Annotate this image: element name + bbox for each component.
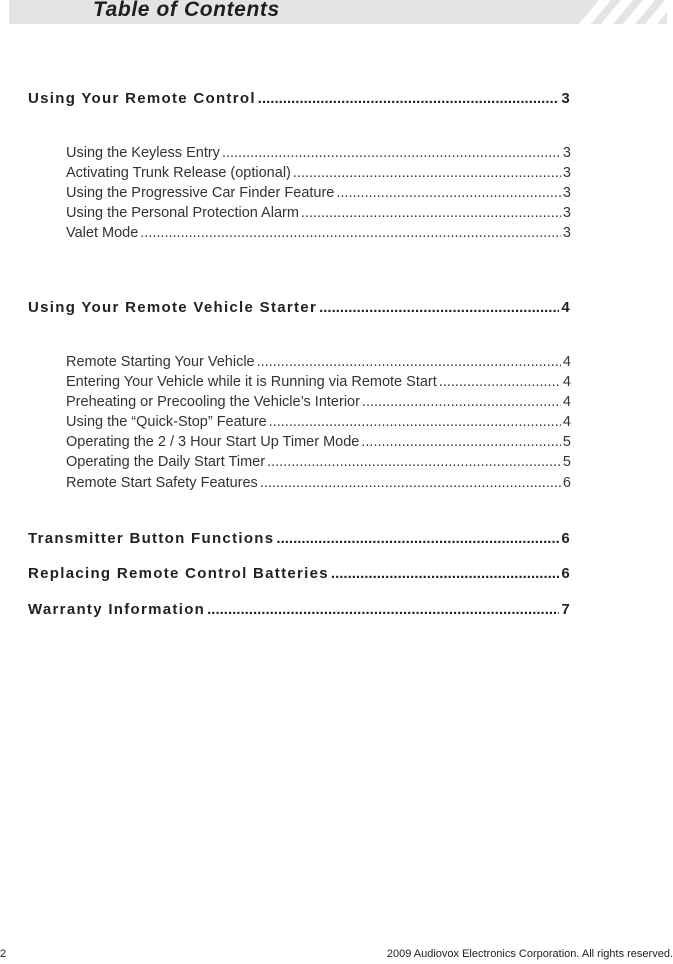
- toc-leader-dots: [207, 601, 559, 618]
- toc-leader-dots: [257, 354, 561, 370]
- toc-page-number: 4: [561, 299, 571, 316]
- toc-leader-dots: [267, 454, 561, 470]
- toc-section-title: Replacing Remote Control Batteries: [28, 565, 329, 582]
- toc-page-number: 3: [562, 205, 571, 221]
- footer-page-number: 2: [0, 948, 7, 960]
- toc-section-title: Warranty Information: [28, 601, 206, 618]
- toc-leader-dots: [362, 394, 561, 410]
- toc-section-transmitter-buttons[interactable]: [28, 530, 571, 547]
- toc-item-title: Remote Starting Your Vehicle: [66, 354, 255, 370]
- toc-item-title: Using the Progressive Car Finder Feature: [66, 185, 335, 201]
- toc-item-title: Activating Trunk Release (optional): [66, 165, 291, 181]
- toc-leader-dots: [276, 530, 559, 547]
- toc-item-quick-stop[interactable]: [66, 414, 571, 430]
- toc-leader-dots: [361, 434, 561, 450]
- toc-leader-dots: [222, 145, 561, 161]
- header-band: [9, 0, 667, 24]
- toc-page-number: 4: [562, 374, 571, 390]
- toc-item-title: Operating the 2 / 3 Hour Start Up Timer Mode: [66, 434, 360, 450]
- toc-page-number: 3: [562, 185, 571, 201]
- footer-copyright: 2009 Audiovox Electronics Corporation. All rights reserved.: [386, 948, 673, 960]
- toc-section-warranty[interactable]: [28, 601, 571, 618]
- toc-item-title: Valet Mode: [66, 225, 139, 241]
- toc-section-title: Using Your Remote Control: [28, 90, 256, 107]
- toc-section-remote-vehicle-starter[interactable]: [28, 299, 571, 316]
- toc-item-title: Entering Your Vehicle while it is Running via Remote Start: [66, 374, 437, 390]
- toc-leader-dots: [319, 299, 559, 316]
- toc-leader-dots: [140, 225, 561, 241]
- toc-item-title: Using the “Quick-Stop” Feature: [66, 414, 267, 430]
- toc-item-trunk-release[interactable]: [66, 165, 571, 181]
- toc-page-number: 7: [561, 601, 571, 618]
- toc-page-number: 4: [562, 414, 571, 430]
- toc-leader-dots: [336, 185, 561, 201]
- toc-item-keyless-entry[interactable]: [66, 145, 571, 161]
- toc-page-number: 3: [562, 165, 571, 181]
- toc-item-entering-vehicle[interactable]: [66, 374, 571, 390]
- toc-item-remote-starting[interactable]: [66, 354, 571, 370]
- toc-item-title: Using the Personal Protection Alarm: [66, 205, 299, 221]
- toc-item-title: Operating the Daily Start Timer: [66, 454, 266, 470]
- toc-item-safety-features[interactable]: [66, 475, 571, 491]
- toc-page-number: 5: [562, 454, 571, 470]
- toc-item-timer-mode[interactable]: [66, 434, 571, 450]
- header-stripes-decoration: [569, 0, 667, 24]
- page-title: Table of Contents: [93, 0, 280, 21]
- toc-item-title: Remote Start Safety Features: [66, 475, 258, 491]
- toc-item-valet-mode[interactable]: [66, 225, 571, 241]
- toc-page-number: 3: [562, 145, 571, 161]
- toc-leader-dots: [293, 165, 561, 181]
- toc-page-number: 6: [561, 565, 571, 582]
- toc-item-car-finder[interactable]: [66, 185, 571, 201]
- toc-page-number: 4: [562, 394, 571, 410]
- toc-item-title: Using the Keyless Entry: [66, 145, 220, 161]
- toc-leader-dots: [260, 475, 561, 491]
- toc-item-preheating[interactable]: [66, 394, 571, 410]
- toc-page-number: 3: [562, 225, 571, 241]
- toc-item-title: Preheating or Precooling the Vehicle’s Interior: [66, 394, 360, 410]
- toc-leader-dots: [301, 205, 561, 221]
- toc-section-using-remote-control[interactable]: [28, 90, 571, 107]
- toc-item-daily-start-timer[interactable]: [66, 454, 571, 470]
- toc-page-number: 6: [561, 530, 571, 547]
- toc-section-title: Using Your Remote Vehicle Starter: [28, 299, 318, 316]
- toc-page-number: 6: [562, 475, 571, 491]
- toc-leader-dots: [439, 374, 561, 390]
- toc-section-replacing-batteries[interactable]: [28, 565, 571, 582]
- toc-page-number: 5: [562, 434, 571, 450]
- toc-section-title: Transmitter Button Functions: [28, 530, 275, 547]
- toc-page-number: 3: [561, 90, 571, 107]
- toc-leader-dots: [258, 90, 560, 107]
- toc-leader-dots: [269, 414, 561, 430]
- toc-page-number: 4: [562, 354, 571, 370]
- toc-leader-dots: [331, 565, 559, 582]
- toc-item-personal-alarm[interactable]: [66, 205, 571, 221]
